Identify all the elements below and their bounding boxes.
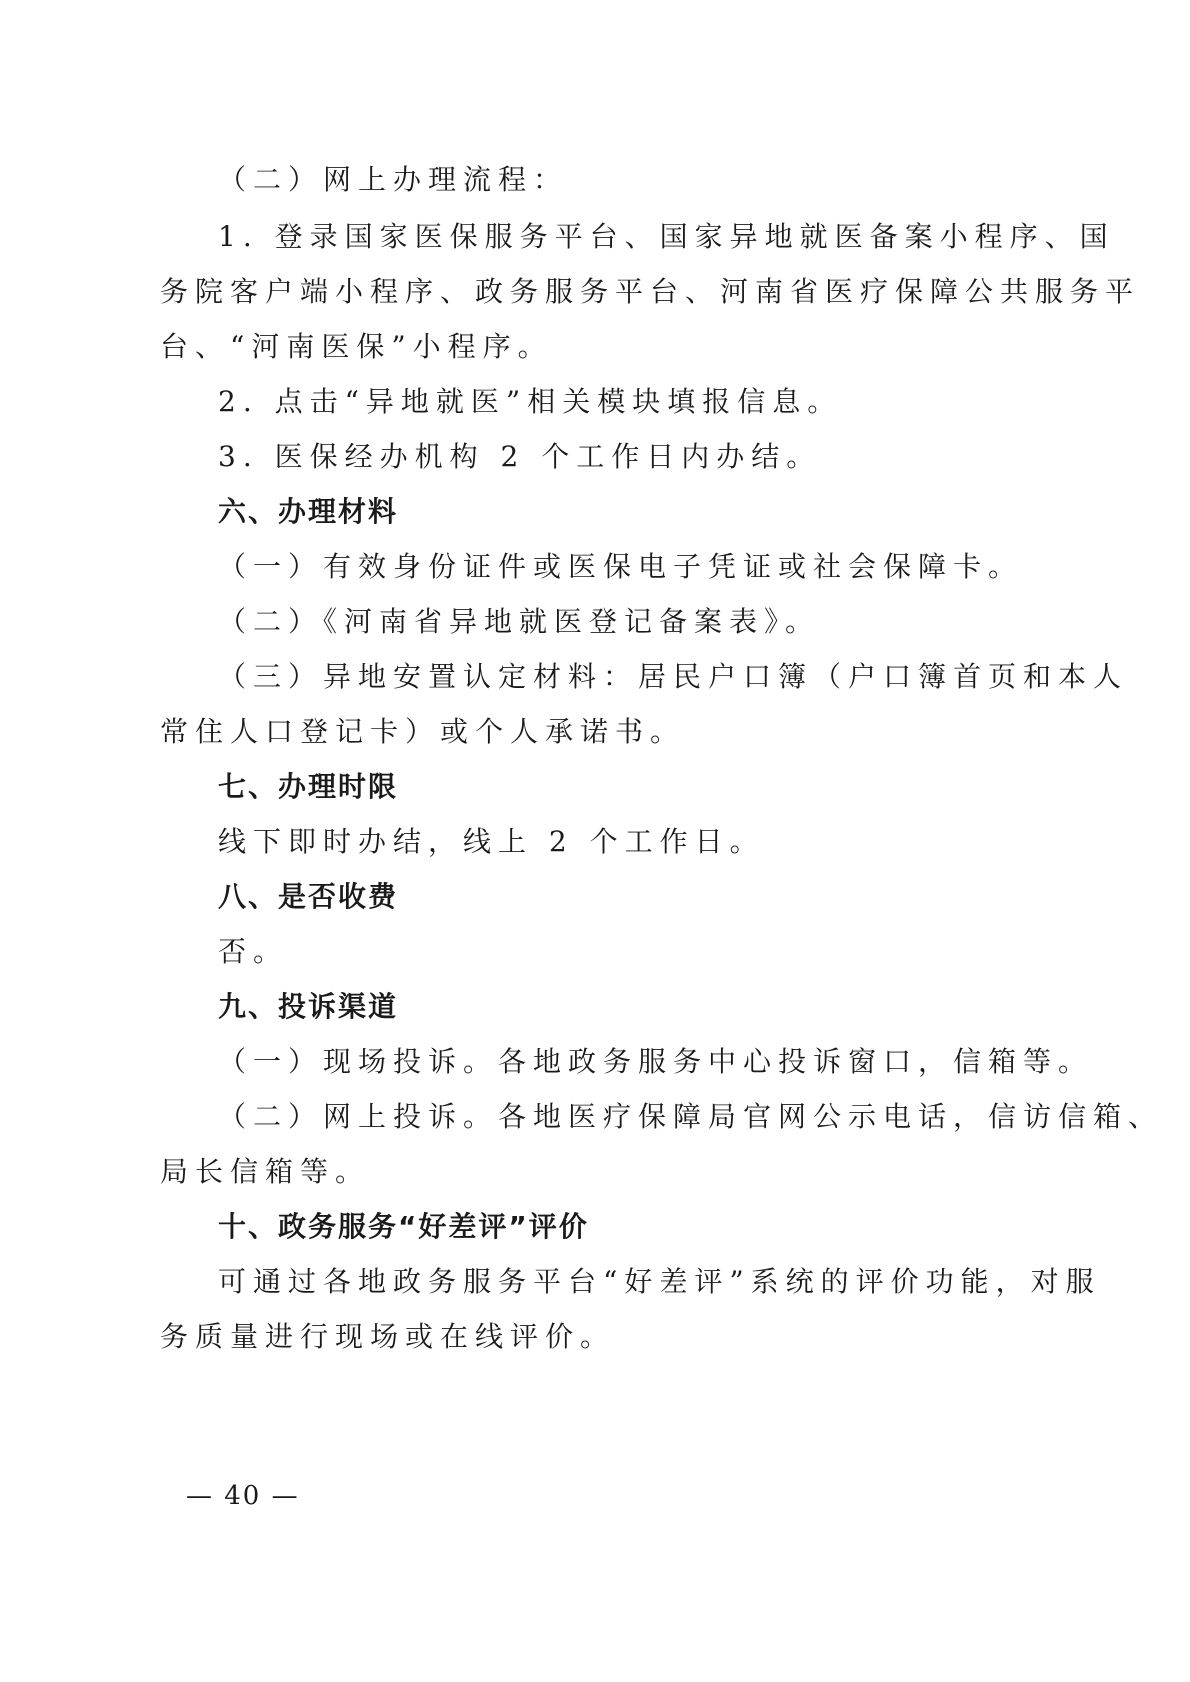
online-process-title: （二）网上办理流程： bbox=[218, 163, 569, 196]
section6-heading: 六、办理材料 bbox=[218, 495, 399, 528]
evaluation-line2: 务质量进行现场或在线评价。 bbox=[160, 1320, 616, 1353]
fee-text: 否。 bbox=[218, 935, 289, 968]
complaint2-line1: （二）网上投诉。各地医疗保障局官网公示电话，信访信箱、 bbox=[218, 1100, 1164, 1133]
section9-heading: 九、投诉渠道 bbox=[218, 990, 399, 1023]
step1-line1: 1. 登录国家医保服务平台、国家异地就医备案小程序、国 bbox=[218, 220, 1115, 253]
material1-text: （一）有效身份证件或医保电子凭证或社会保障卡。 bbox=[218, 550, 1024, 583]
complaint1-text: （一）现场投诉。各地政务服务中心投诉窗口，信箱等。 bbox=[218, 1045, 1094, 1078]
complaint2-line2: 局长信箱等。 bbox=[160, 1155, 371, 1188]
material2-text: （二）《河南省异地就医登记备案表》。 bbox=[218, 605, 821, 638]
material3-line2: 常住人口登记卡）或个人承诺书。 bbox=[160, 715, 686, 748]
step1-line2: 务院客户端小程序、政务服务平台、河南省医疗保障公共服务平 bbox=[160, 275, 1141, 308]
step3-text: 3. 医保经办机构 2 个工作日内办结。 bbox=[218, 440, 822, 473]
evaluation-line1: 可通过各地政务服务平台“好差评”系统的评价功能，对服 bbox=[218, 1265, 1101, 1298]
page-number: — 40 — bbox=[186, 1481, 300, 1511]
step2-text: 2. 点击“异地就医”相关模块填报信息。 bbox=[218, 385, 843, 418]
material3-line1: （三）异地安置认定材料：居民户口簿（户口簿首页和本人 bbox=[218, 660, 1129, 693]
section7-heading: 七、办理时限 bbox=[218, 770, 399, 803]
section10-heading: 十、政务服务“好差评”评价 bbox=[218, 1210, 589, 1243]
step1-line3: 台、“河南医保”小程序。 bbox=[160, 330, 553, 363]
section8-heading: 八、是否收费 bbox=[218, 880, 399, 913]
time-limit-text: 线下即时办结，线上 2 个工作日。 bbox=[218, 825, 765, 858]
